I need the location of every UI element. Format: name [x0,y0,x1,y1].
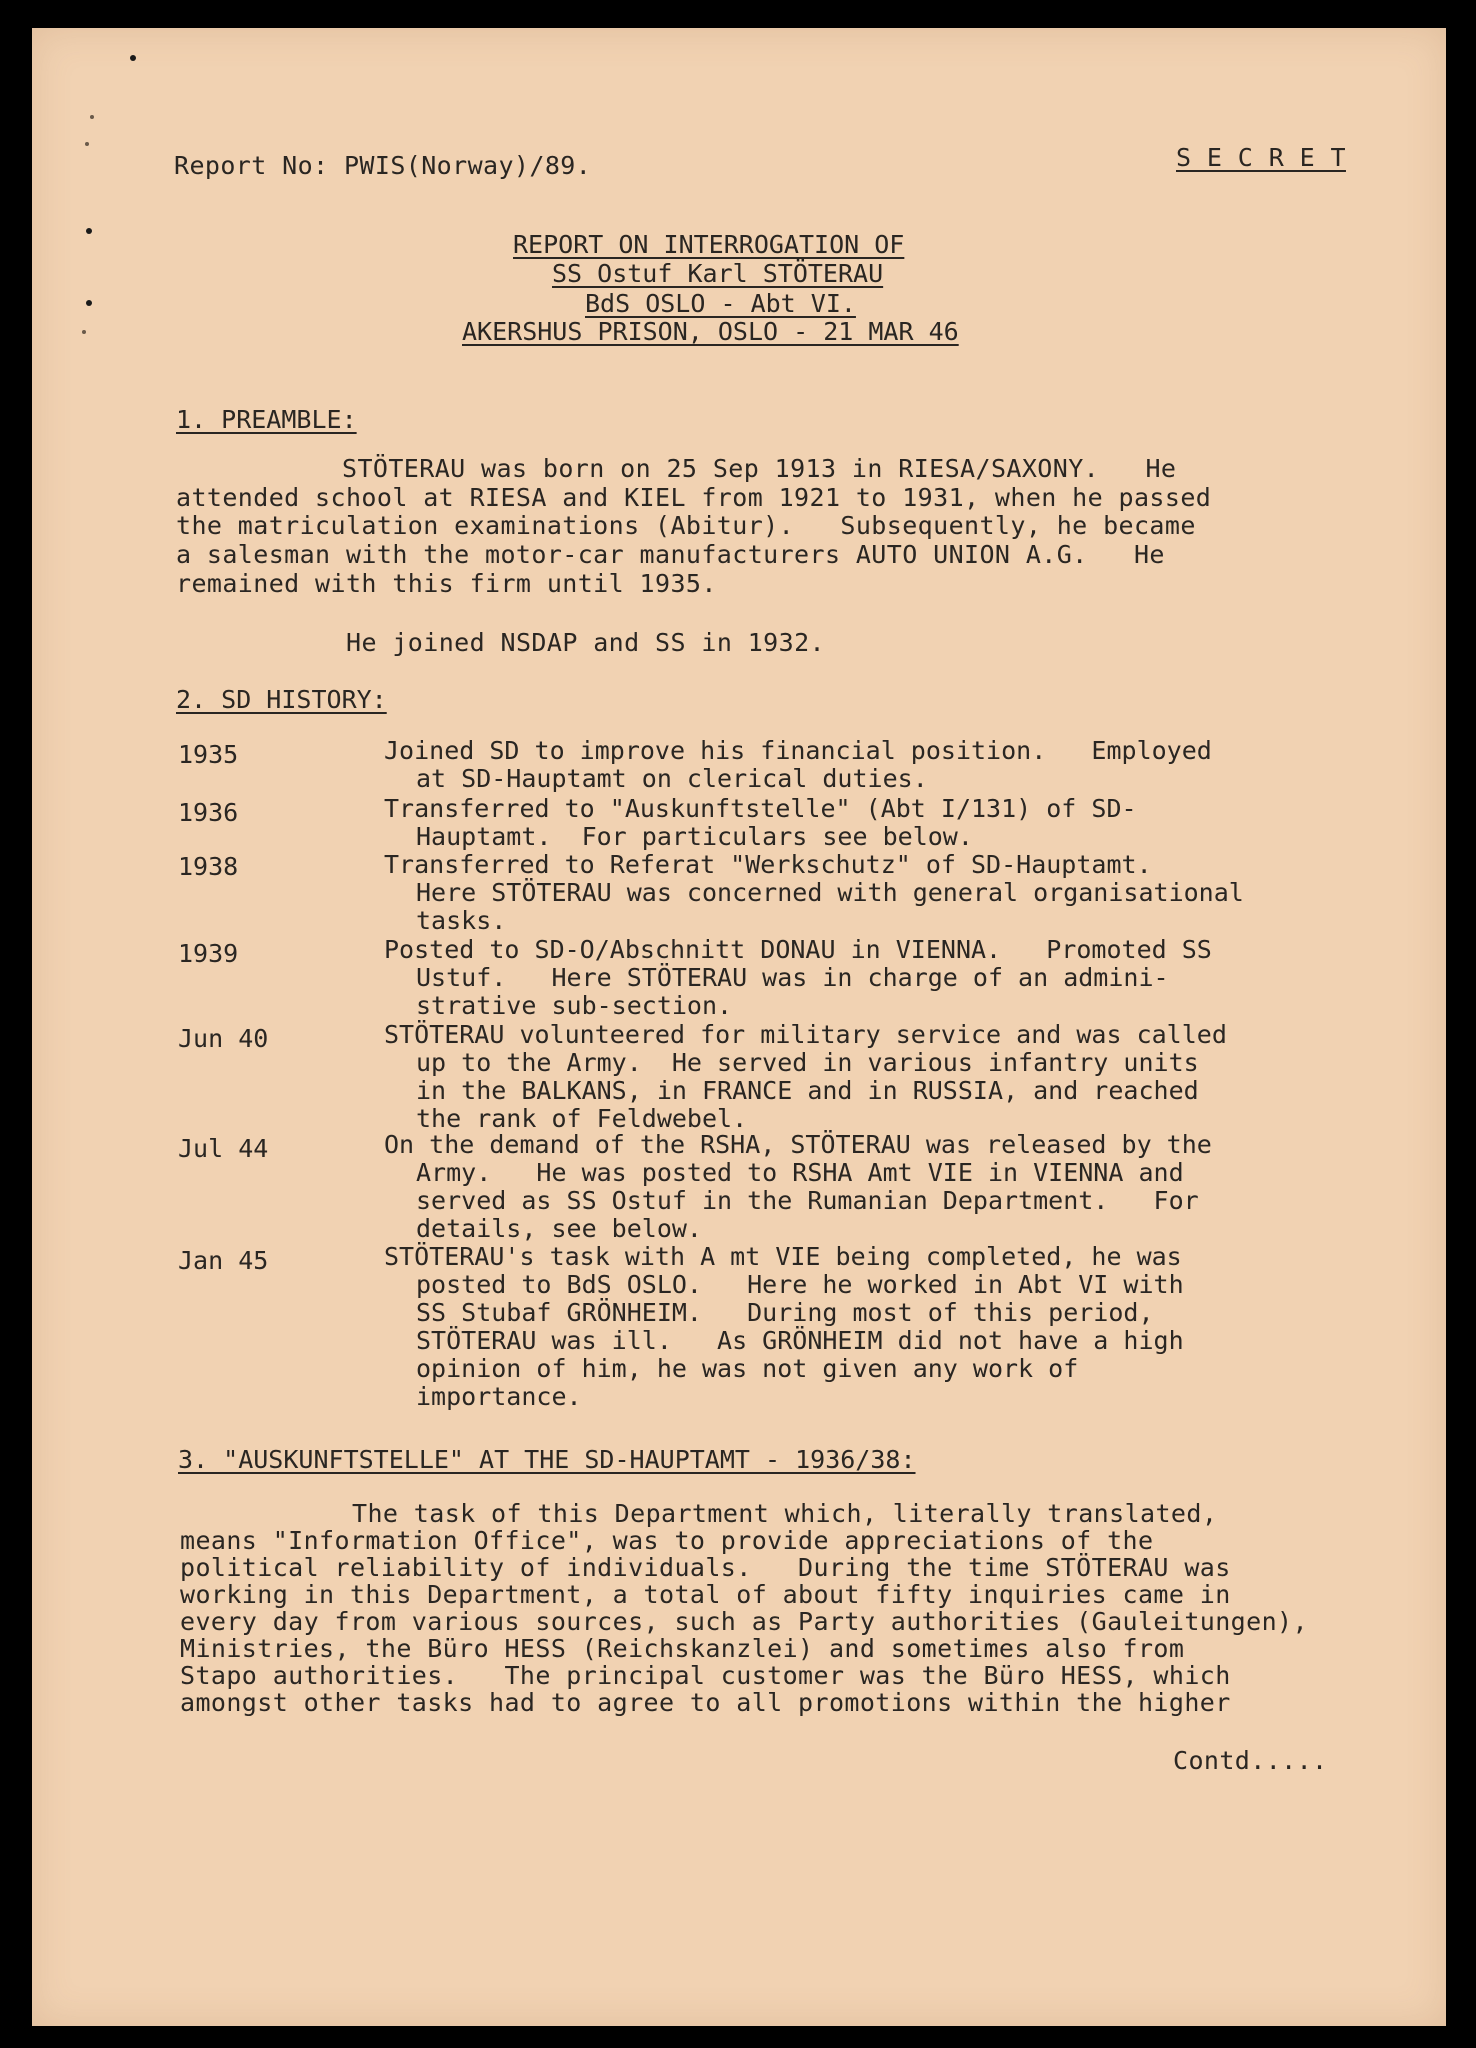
history-date: Jan 45 [178,1246,269,1275]
history-text: the rank of Feldwebel. [416,1104,748,1133]
history-text: Joined SD to improve his financial position. Employed [384,736,1212,765]
history-text: Army. He was posted to RSHA Amt VIE in VIENNA and [416,1158,1184,1187]
history-text: opinion of him, he was not given any work of [416,1354,1079,1383]
continued-marker: Contd..... [1173,1746,1328,1775]
preamble-paragraph-2: He joined NSDAP and SS in 1932. [346,628,825,657]
auskunftstelle-line: amongst other tasks had to agree to all promotions within the higher [180,1688,1231,1717]
history-text: posted to BdS OSLO. Here he worked in Abt VI with [416,1270,1184,1299]
title-line-4: AKERSHUS PRISON, OSLO - 21 MAR 46 [462,317,959,346]
history-text: importance. [416,1382,582,1411]
auskunftstelle-line: means "Information Office", was to provide appreciations of the [180,1526,1154,1555]
paper-speck [90,115,94,119]
preamble-line: STÖTERAU was born on 25 Sep 1913 in RIESA/SAXONY. He [342,454,1177,483]
section-2-heading: 2. SD HISTORY: [176,685,387,714]
paper-speck [82,330,86,334]
report-number: Report No: PWIS(Norway)/89. [174,151,592,180]
preamble-line: a salesman with the motor-car manufacturers AUTO UNION A.G. He [176,540,1165,569]
section-3-heading: 3. "AUSKUNFTSTELLE" AT THE SD-HAUPTAMT - 1936/38: [178,1445,916,1474]
history-text: Transferred to "Auskunftstelle" (Abt I/131) of SD- [384,794,1137,823]
section-1-heading: 1. PREAMBLE: [176,405,357,434]
paper-speck [85,142,89,146]
history-text: SS Stubaf GRÖNHEIM. During most of this period, [416,1298,1154,1327]
auskunftstelle-line: working in this Department, a total of about fifty inquiries came in [180,1580,1231,1609]
history-text: STÖTERAU's task with A mt VIE being completed, he was [384,1242,1182,1271]
auskunftstelle-line: The task of this Department which, literally translated, [352,1499,1218,1528]
punch-hole-mark [86,228,92,234]
punch-hole-mark [130,55,136,61]
history-date: 1938 [178,852,239,881]
history-text: Ustuf. Here STÖTERAU was in charge of an admini- [416,963,1169,992]
history-text: Posted to SD-O/Abschnitt DONAU in VIENNA. Promoted SS [384,935,1212,964]
history-text: details, see below. [416,1214,702,1243]
preamble-line: attended school at RIESA and KIEL from 1921 to 1931, when he passed [176,483,1212,512]
history-text: STÖTERAU was ill. As GRÖNHEIM did not have a high [416,1326,1184,1355]
history-date: 1939 [178,939,239,968]
preamble-line: remained with this firm until 1935. [176,569,717,598]
auskunftstelle-line: Stapo authorities. The principal customer was the Büro HESS, which [180,1661,1231,1690]
history-text: On the demand of the RSHA, STÖTERAU was released by the [384,1130,1212,1159]
auskunftstelle-line: every day from various sources, such as Party authorities (Gauleitungen), [180,1607,1308,1636]
history-text: up to the Army. He served in various infantry units [416,1048,1199,1077]
auskunftstelle-line: Ministries, the Büro HESS (Reichskanzlei) and sometimes also from [180,1634,1185,1663]
history-text: tasks. [416,906,507,935]
title-line-3: BdS OSLO - Abt VI. [585,289,856,318]
history-date: Jul 44 [178,1134,269,1163]
history-text: Hauptamt. For particulars see below. [416,822,973,851]
punch-hole-mark [86,300,92,306]
history-date: 1936 [178,798,239,827]
history-text: in the BALKANS, in FRANCE and in RUSSIA, and reached [416,1076,1199,1105]
history-text: STÖTERAU volunteered for military service and was called [384,1020,1227,1049]
history-text: Here STÖTERAU was concerned with general organisational [416,878,1244,907]
preamble-line: the matriculation examinations (Abitur). Subsequently, he became [176,511,1196,540]
history-date: Jun 40 [178,1024,269,1053]
title-line-1: REPORT ON INTERROGATION OF [513,230,905,259]
history-date: 1935 [178,740,239,769]
history-text: Transferred to Referat "Werkschutz" of SD-Hauptamt. [384,850,1152,879]
title-line-2: SS Ostuf Karl STÖTERAU [552,259,884,288]
auskunftstelle-line: political reliability of individuals. During the time STÖTERAU was [180,1553,1231,1582]
history-text: served as SS Ostuf in the Rumanian Department. For [416,1186,1199,1215]
classification-marking: S E C R E T [1176,143,1346,172]
history-text: at SD-Hauptamt on clerical duties. [416,764,928,793]
history-text: strative sub-section. [416,991,733,1020]
